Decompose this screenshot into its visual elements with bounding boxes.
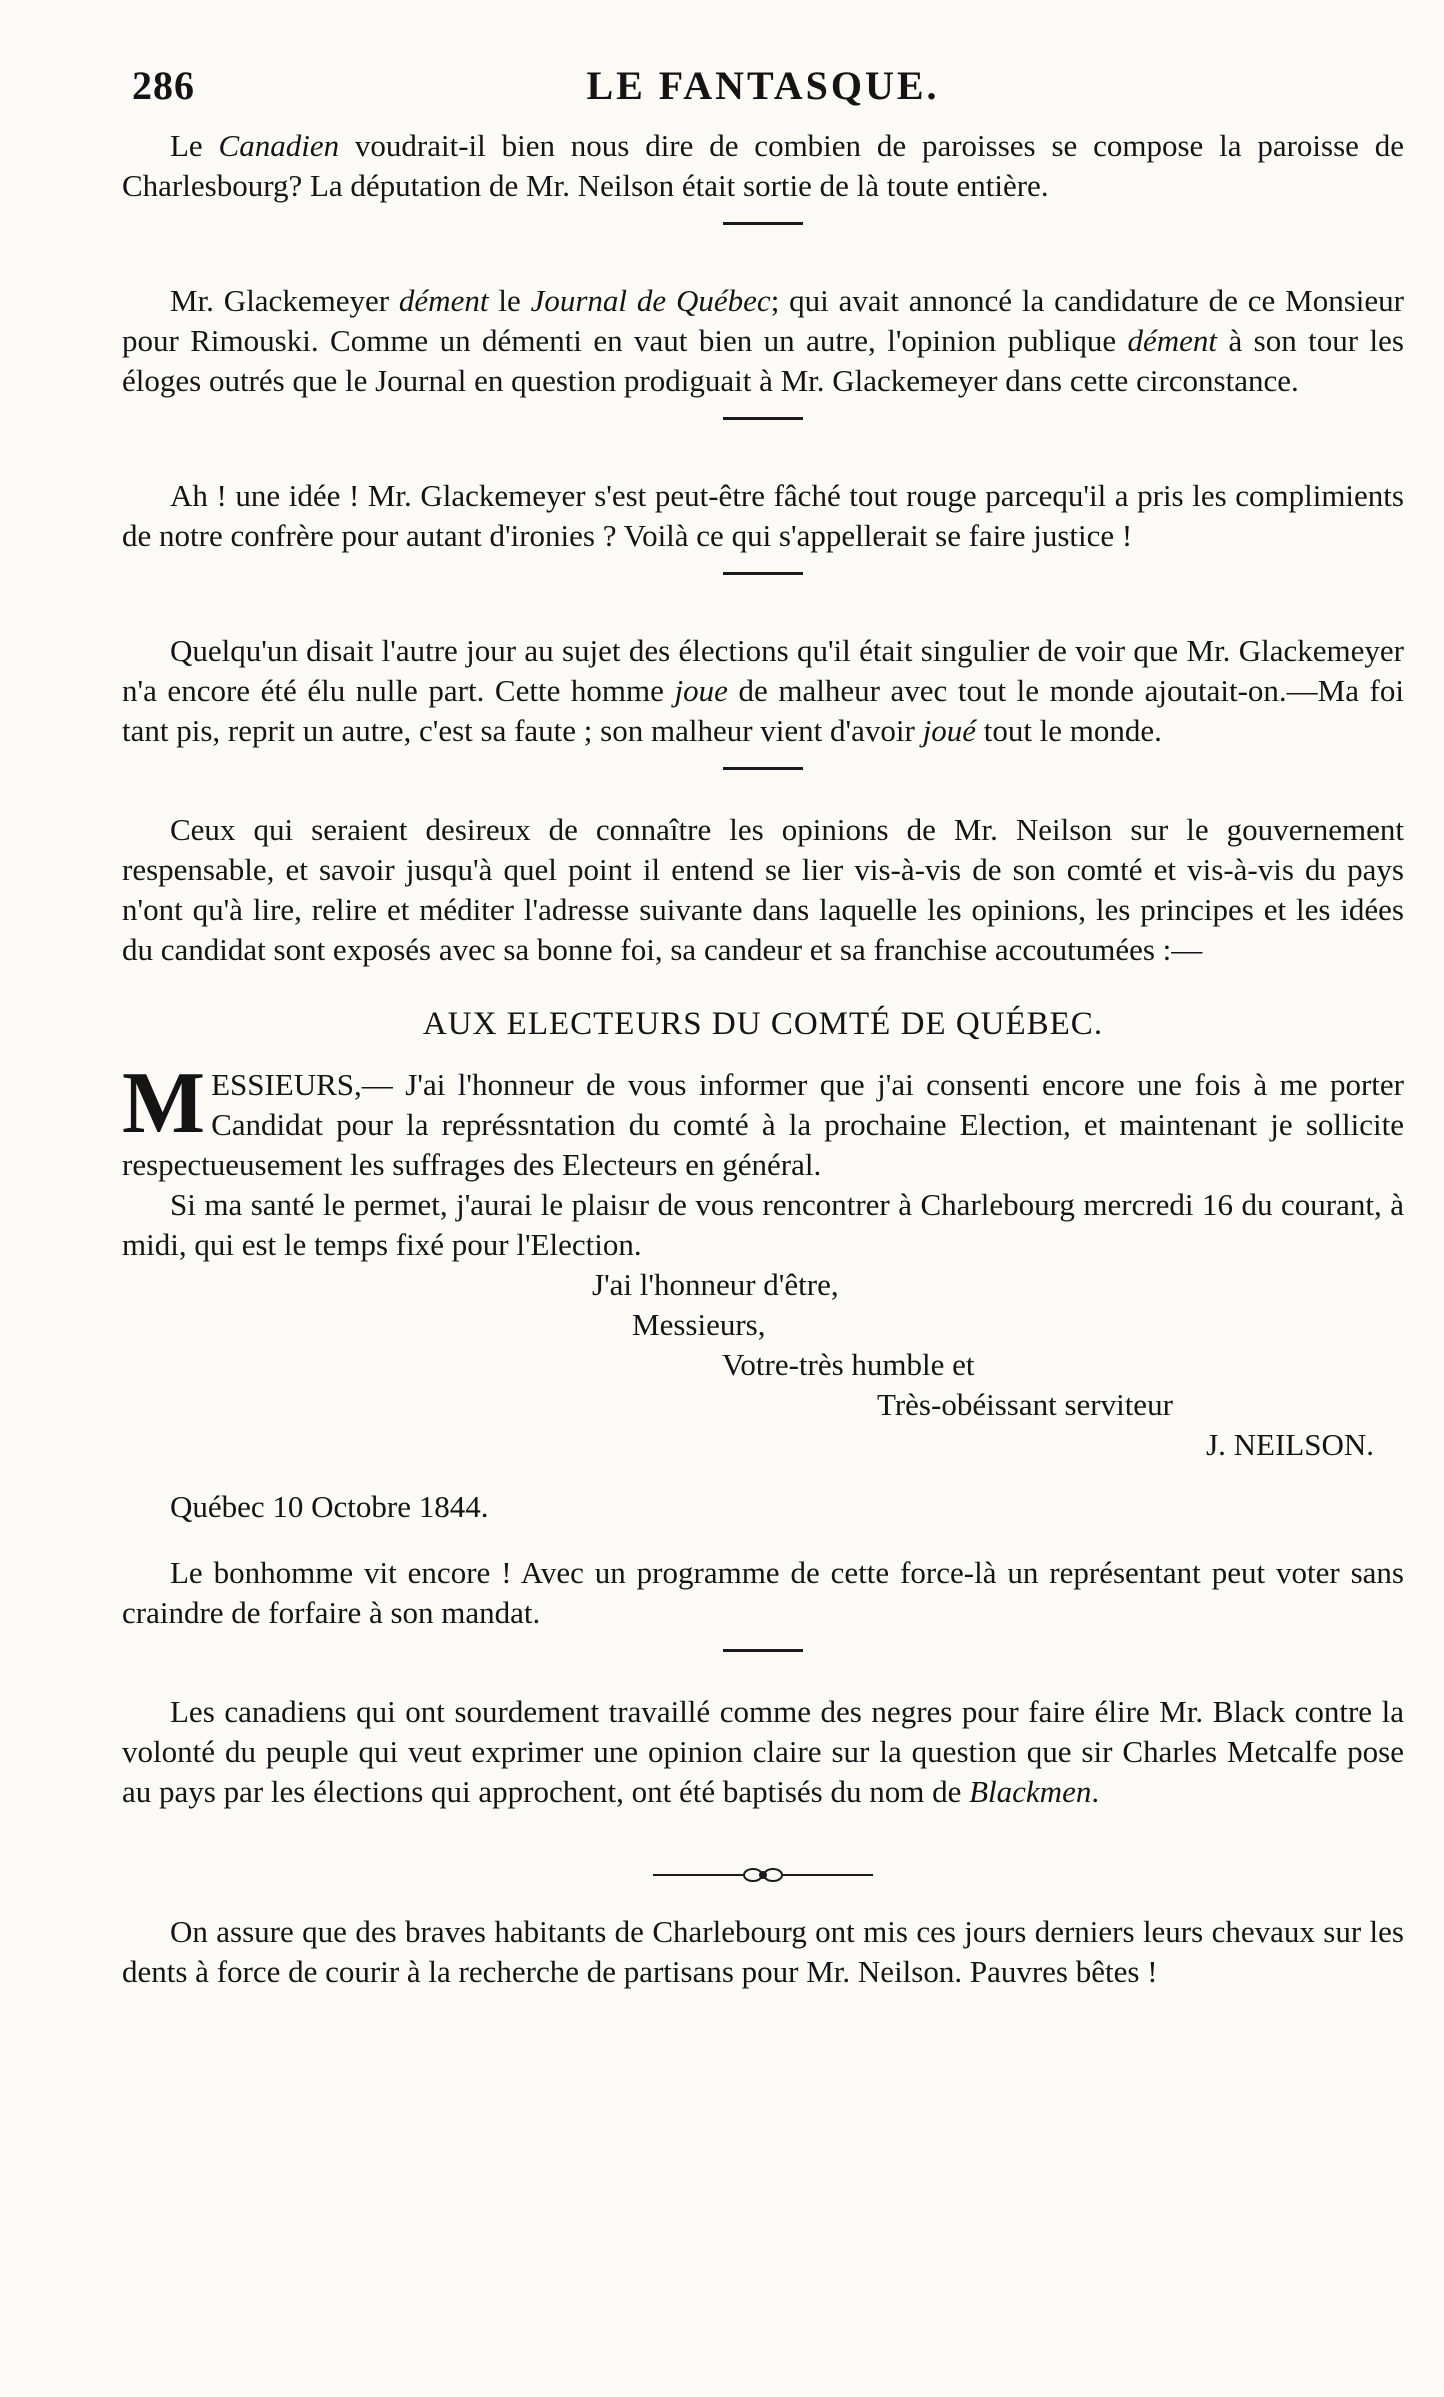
text: voudrait-il bien nous dire de combien de paroisses se compose la paroisse de Charlesbourg? La députation de Mr. Neilson était sortie de là toute entière.: [122, 128, 1404, 203]
page: [122, 62, 1404, 1992]
text: tout le monde.: [975, 713, 1162, 748]
ornament-icon: [653, 1863, 873, 1887]
text: Les canadiens qui ont sourdement travaillé comme des negres pour faire élire Mr. Black contre la volonté du peuple qui veut exprimer une opinion claire sur la question que sir Charles Metcalfe pose au pays par les élections qui approchent, ont été baptisés du nom de: [122, 1694, 1404, 1809]
drop-cap: M: [122, 1055, 206, 1152]
separator-rule: [723, 572, 803, 575]
italic-text: dément: [1127, 323, 1218, 358]
text: à son tour les éloges outrés que le Journal en question prodiguait à Mr. Glackemeyer dans cette circonstance.: [122, 323, 1404, 398]
paragraph-4: [122, 631, 1404, 751]
page-number: 286: [132, 63, 195, 108]
paragraph-8: On assure que des braves habitants de Charlebourg ont mis ces jours derniers leurs chevaux sur les dents à force de courir à la recherche de partisans pour Mr. Neilson. Pauvres bêtes !: [122, 1914, 1404, 1989]
italic-text: Journal de Québec: [530, 283, 771, 318]
text: .: [1091, 1774, 1100, 1809]
paragraph-5: Ceux qui seraient desireux de connaître les opinions de Mr. Neilson sur le gouvernement respensable, et savoir jusqu'à quel point il entend se lier vis-à-vis de son comté et vis-à-vis du pays n'ont qu'à lire, relire et méditer l'adresse suivante dans laquelle les opinions, les principes et les idées du candidat sont exposés avec sa bonne foi, sa candeur et sa franchise accoutumées :—: [122, 812, 1404, 967]
paragraph-6: Le bonhomme vit encore ! Avec un programme de cette force-là un représentant peut voter sans craindre de forfaire à son mandat.: [122, 1555, 1404, 1630]
text: ESSIEURS,— J'ai l'honneur de vous informer que j'ai consenti encore une fois à me porter Candidat pour la représsntation du comté à la prochaine Election, et maintenant je sollicite respectueusement les suffrages des Electeurs en général.: [122, 1067, 1404, 1182]
ornamental-divider-icon: [122, 1856, 1404, 1890]
text: Mr. Glackemeyer: [170, 283, 399, 318]
text: de malheur avec tout le monde ajoutait-on.—Ma foi tant pis, reprit un autre, c'est sa faute ; son malheur vient d'avoir: [122, 673, 1404, 748]
signature-line: Messieurs,: [632, 1307, 766, 1342]
signature-line: J'ai l'honneur d'être,: [592, 1267, 839, 1302]
address-heading: AUX ELECTEURS DU COMTÉ DE QUÉBEC.: [422, 1006, 1104, 1042]
paragraph-2: [122, 281, 1404, 401]
running-title: LE FANTASQUE.: [586, 63, 940, 108]
dateline: Québec 10 Octobre 1844.: [170, 1489, 489, 1524]
text: le: [488, 283, 531, 318]
italic-text: Blackmen: [969, 1774, 1092, 1809]
paragraph-3: Ah ! une idée ! Mr. Glackemeyer s'est peut-être fâché tout rouge parcequ'il a pris les complimients de notre confrère pour autant d'ironies ? Voilà ce qui s'appellerait se faire justice !: [122, 478, 1404, 553]
italic-text: dément: [398, 283, 489, 318]
signature-line: Votre-très humble et: [722, 1347, 975, 1382]
address-paragraph-2: Si ma santé le permet, j'aurai le plaisır de vous rencontrer à Charlebourg mercredi 16 du courant, à midi, qui est le temps fixé pour l'Election.: [122, 1187, 1404, 1262]
separator-rule: [723, 767, 803, 770]
separator-rule: [723, 222, 803, 225]
italic-text: joué: [922, 713, 976, 748]
text: Le: [170, 128, 219, 163]
italic-text: joue: [674, 673, 728, 708]
signature-name: J. NEILSON.: [1206, 1427, 1374, 1462]
page-header: [122, 62, 1404, 126]
text: Quelqu'un disait l'autre jour au sujet des élections qu'il était singulier de voir que Mr. Glackemeyer n'a encore été élu nulle part. Cette homme: [122, 633, 1404, 708]
italic-text: Canadien: [218, 128, 340, 163]
text: ; qui avait annoncé la candidature de ce Monsieur pour Rimouski. Comme un démenti en vaut bien un autre, l'opinion publique: [122, 283, 1404, 358]
address-paragraph-1: [122, 1055, 1404, 1185]
signature-line: Très-obéissant serviteur: [877, 1387, 1173, 1422]
paragraph-7: [122, 1692, 1404, 1812]
separator-rule: [723, 1649, 803, 1652]
separator-rule: [723, 417, 803, 420]
paragraph-1: [122, 126, 1404, 206]
